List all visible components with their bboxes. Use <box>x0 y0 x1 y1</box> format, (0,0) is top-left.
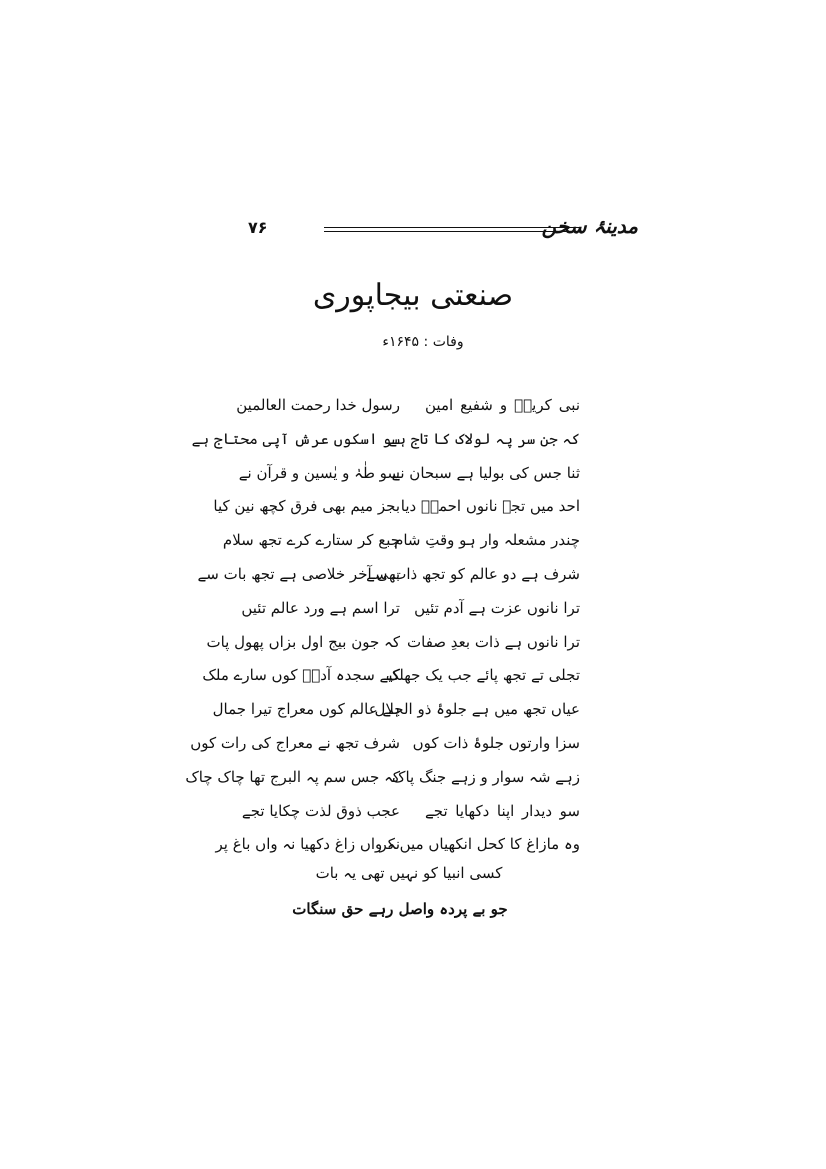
misra-second: کیے سجدہ آدمؑ کوں سارے ملک <box>202 666 400 685</box>
misra-second: رسول خدا رحمت العالمین <box>236 396 400 414</box>
misra-second: بجز میم بھی فرق کچھ نین کیا <box>213 497 400 516</box>
misra-first: سزا وارتوں جلوۂ ذات کوں <box>412 733 580 752</box>
misra-first: تجلی تے تجھ پائے جب یک جھلک <box>385 666 580 685</box>
misra-second: بھی آخر خلاصی ہے تجھ بات سے <box>197 564 400 583</box>
misra-second: ترا اسم ہے ورد عالم تئیں <box>241 598 400 617</box>
couplet <box>212 698 580 732</box>
closing-couplet <box>0 862 826 934</box>
couplet <box>202 664 580 698</box>
misra-first: شرف ہے دو عالم کو تجھ ذات سے <box>366 564 580 583</box>
misra-first: احد میں تجے نانوں احمدؐ دیا <box>400 497 580 516</box>
closing-line: کسی انبیا کو نہیں تھی یہ بات <box>315 864 503 882</box>
misra-first: وہ مازاغ کا کحل انکھیاں میں کر <box>379 835 580 854</box>
misra-second: کہ جس سم پہ البرج تھا چاک چاک <box>185 767 400 786</box>
couplet <box>241 800 580 834</box>
poem-body <box>185 394 580 867</box>
couplet <box>197 563 580 597</box>
couplet <box>190 732 580 766</box>
misra-second: شرف تجھ نے معراج کی رات کوں <box>190 733 400 752</box>
misra-second: سو اسکوں عرش آپی محتاج ہے <box>191 429 400 448</box>
misra-first: ترا نانوں ہے ذات بعدِ صفات <box>407 632 580 651</box>
couplet <box>238 462 580 496</box>
death-year: وفات : ۱۶۴۵ء <box>382 334 464 350</box>
misra-second: نہ واں زاغ دکھیا نہ واں باغ پر <box>215 835 400 854</box>
misra-first: عیاں تجھ میں ہے جلوۂ ذو الجلال <box>374 700 580 719</box>
couplet <box>191 428 580 462</box>
page-header <box>248 214 638 244</box>
misra-second: جبع کر ستارے کرے تجھ سلام <box>222 531 400 550</box>
couplet <box>213 495 580 529</box>
misra-first: زہے شہ سوار و زہے جنگ پاک <box>392 767 580 786</box>
misra-first: ترا نانوں عزت ہے آدم تئیں <box>414 598 580 617</box>
closing-line: جو بے پردہ واصل رہے حق سنگات <box>292 900 508 918</box>
misra-second: کہ جون بیج اول بزاں پھول پات <box>206 632 400 651</box>
running-title: مدینۂ سخن <box>541 214 638 238</box>
couplet <box>241 597 580 631</box>
misra-first: نبی کریمؐ و شفیع امین <box>425 396 580 414</box>
misra-second: ہے عالم کوں معراج تیرا جمال <box>212 700 400 719</box>
misra-second: عجب ذوق لذت چکایا تجے <box>241 801 400 820</box>
page-number: ۷۶ <box>248 218 268 237</box>
couplet <box>185 766 580 800</box>
misra-first: کہ جن سر پہ لولاک کا تاج ہے <box>388 429 580 448</box>
misra-first: سو دیدار اپنا دکھایا تجے <box>425 801 580 820</box>
couplet <box>206 631 580 665</box>
couplet <box>222 529 580 563</box>
couplet <box>236 394 580 428</box>
misra-second: سو طٰہٰ و یٰسین و قرآن نے <box>238 463 400 482</box>
misra-first: چندر مشعلہ وار ہو وقتِ شام <box>394 531 580 550</box>
misra-first: ثنا جس کی بولیا ہے سبحان نے <box>391 463 580 482</box>
poet-name: صنعتی بیجاپوری <box>312 278 514 313</box>
